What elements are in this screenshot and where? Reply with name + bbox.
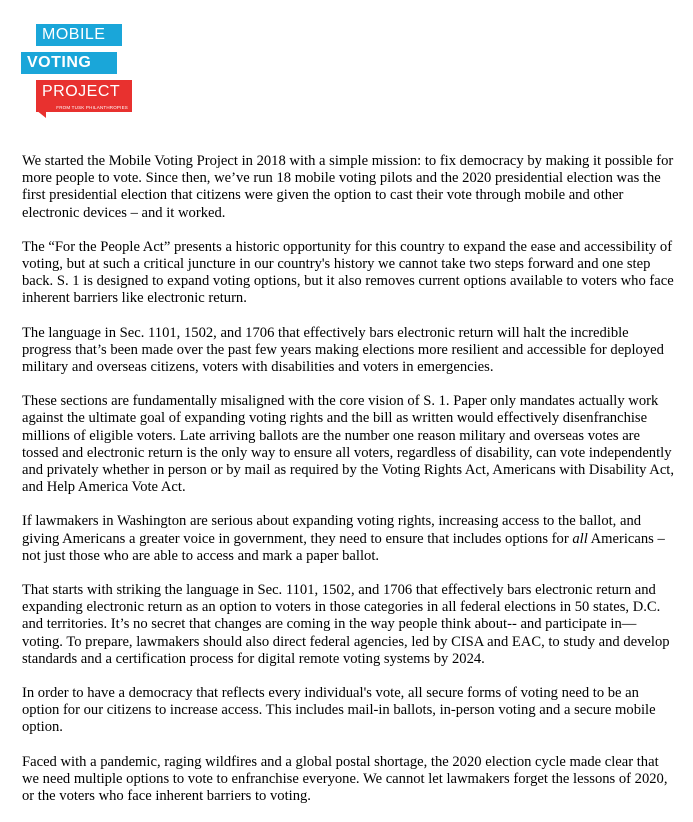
paragraph-5-start: If lawmakers in Washington are serious about expanding voting rights, increasing access to the ballot, and giving Americans a greater voice in government, they need to ensure that includes options for bbox=[22, 513, 642, 547]
paragraph-4: These sections are fundamentally misaligned with the core vision of S. 1. Paper only mandates actually work against the ultimate goal of expanding voting rights and the bill as written would effectively disenfranchise millions of eligible voters. Late arriving ballots are the number one reason military and overseas votes are tossed and electronic return is the only way to ensure all voters, regardless of disability, can vote independently and privately whether in person or by mail as required by the Voting Rights Act, Americans with Disability Act, and Help America Vote Act. bbox=[22, 393, 675, 496]
paragraph-2: The “For the People Act” presents a historic opportunity for this country to expand the ease and accessibility of voting, but at such a critical juncture in our country's history we cannot take two steps forward and one step back. S. 1 is designed to expand voting options, but it also removes current options available to voters who face inherent barriers like electronic return. bbox=[22, 238, 674, 307]
logo-voting-text: VOTING bbox=[21, 52, 117, 74]
paragraph-7: In order to have a democracy that reflects every individual's vote, all secure forms of voting need to be an option for our citizens to increase access. This includes mail-in ballots, in-person voting and a secure mobile option. bbox=[22, 685, 656, 736]
logo-tagline: FROM TUSK PHILANTHROPIES bbox=[36, 104, 132, 112]
mobile-voting-project-logo bbox=[27, 24, 146, 120]
letter-body bbox=[22, 153, 674, 822]
logo-project-text: PROJECT bbox=[36, 80, 132, 104]
paragraph-5-end: Americans – not just those who are able to access and mark a paper ballot. bbox=[22, 530, 665, 564]
paragraph-6: That starts with striking the language in Sec. 1101, 1502, and 1706 that effectively bars electronic return and expanding electronic return as an option to voters in those categories in all federal elections in 50 states, D.C. and territories. It’s no secret that changes are coming in the way people think about-- and participate in—voting. To prepare, lawmakers should also direct federal agencies, led by CISA and EAC, to study and develop standards and a certification process for digital remote voting systems by 2024. bbox=[22, 582, 670, 667]
paragraph-1: We started the Mobile Voting Project in 2018 with a simple mission: to fix democracy by making it possible for more people to vote. Since then, we’ve run 18 mobile voting pilots and the 2020 presidential election was the first presidential election that citizens were given the option to cast their vote through mobile and other electronic devices – and it worked. bbox=[22, 153, 674, 221]
paragraph-5-emphasis: all bbox=[572, 530, 588, 547]
logo-tail-shape bbox=[36, 110, 46, 118]
paragraph-3: The language in Sec. 1101, 1502, and 1706 that effectively bars electronic return will halt the incredible progress that’s been made over the past few years making elections more resilient and accessible for deployed military and overseas citizens, voters with disabilities and voters in emergencies. bbox=[22, 324, 664, 376]
paragraph-8: Faced with a pandemic, raging wildfires and a global postal shortage, the 2020 election cycle made clear that we need multiple options to vote to enfranchise everyone. We cannot let lawmakers forget the lessons of 2020, or the voters who face inherent barriers to voting. bbox=[22, 753, 668, 805]
logo-mobile-text: MOBILE bbox=[36, 24, 122, 46]
paragraph-5 bbox=[22, 513, 674, 565]
